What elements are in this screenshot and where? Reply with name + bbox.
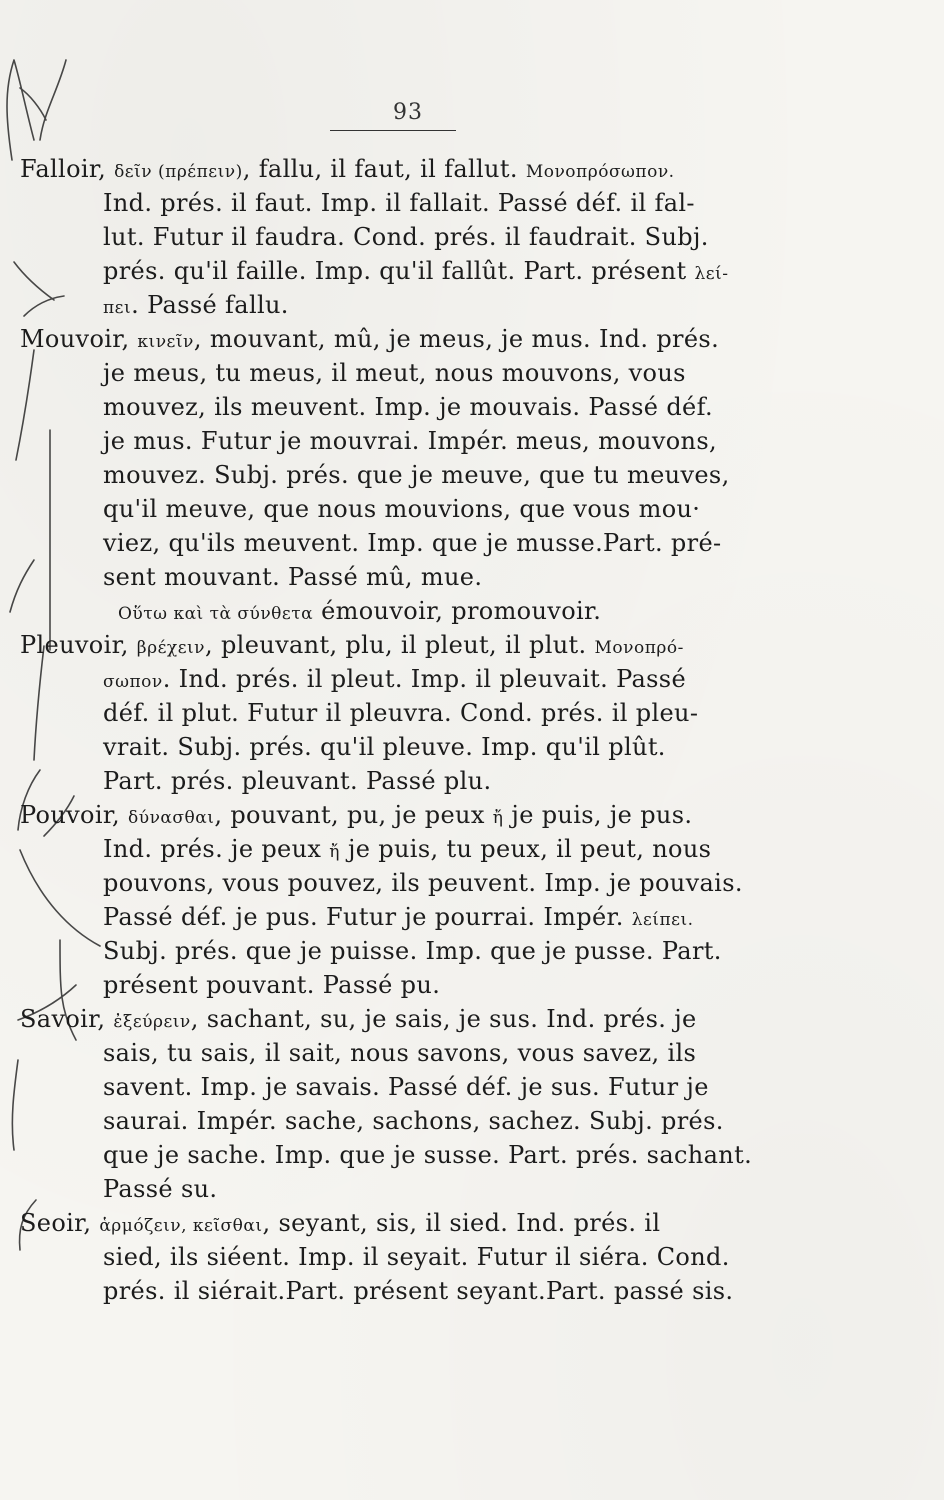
header-rule bbox=[330, 130, 456, 131]
greek-text: Οὕτω καὶ τὰ σύνθετα bbox=[118, 604, 314, 624]
text-line bbox=[0, 866, 944, 900]
french-text: qu'il meuve, que nous mouvions, que vous mou· bbox=[103, 495, 701, 523]
text-line bbox=[0, 696, 944, 730]
text-line bbox=[0, 356, 944, 390]
french-text: viez, qu'ils meuvent. Imp. que je musse.Part. pré- bbox=[103, 529, 722, 557]
french-text: Seoir, bbox=[20, 1209, 100, 1237]
french-text: , pleuvant, plu, il pleut, il plut. bbox=[205, 631, 595, 659]
text-line bbox=[0, 968, 944, 1002]
french-text: . Passé fallu. bbox=[131, 291, 289, 319]
french-text: mouvez. Subj. prés. que je meuve, que tu meuves, bbox=[103, 461, 730, 489]
text-line bbox=[0, 764, 944, 798]
greek-text: δύνασθαι bbox=[128, 808, 215, 828]
greek-text: λεί- bbox=[694, 264, 729, 284]
french-text: Part. prés. pleuvant. Passé plu. bbox=[103, 767, 492, 795]
dictionary-text bbox=[0, 152, 944, 1308]
french-text: Subj. prés. que je puisse. Imp. que je pusse. Part. bbox=[103, 937, 722, 965]
french-text: , fallu, il faut, il fallut. bbox=[242, 155, 526, 183]
french-text: sied, ils siéent. Imp. il seyait. Futur il siéra. Cond. bbox=[103, 1243, 730, 1271]
text-line bbox=[0, 1138, 944, 1172]
verb-entry bbox=[0, 152, 944, 322]
french-text: je puis, tu peux, il peut, nous bbox=[339, 835, 712, 863]
text-line bbox=[0, 628, 944, 662]
french-text: . Ind. prés. il pleut. Imp. il pleuvait. Passé bbox=[162, 665, 687, 693]
text-line bbox=[0, 900, 944, 934]
french-text: Passé déf. je pus. Futur je pourrai. Impér. bbox=[103, 903, 632, 931]
greek-text: ἤ bbox=[492, 808, 504, 828]
text-line bbox=[0, 1002, 944, 1036]
text-line bbox=[0, 594, 944, 628]
french-text: sais, tu sais, il sait, nous savons, vous savez, ils bbox=[103, 1039, 697, 1067]
text-line bbox=[0, 254, 944, 288]
greek-text: Μονοπρό- bbox=[594, 638, 684, 658]
greek-text: Μονοπρόσωπον. bbox=[525, 162, 675, 182]
french-text: , mouvant, mû, je meus, je mus. Ind. prés. bbox=[193, 325, 720, 353]
french-text: sent mouvant. Passé mû, mue. bbox=[103, 563, 483, 591]
text-line bbox=[0, 186, 944, 220]
greek-text: δεῖν (πρέπειν) bbox=[114, 162, 243, 182]
text-line bbox=[0, 1274, 944, 1308]
french-text: savent. Imp. je savais. Passé déf. je sus. Futur je bbox=[103, 1073, 709, 1101]
french-text: saurai. Impér. sache, sachons, sachez. Subj. prés. bbox=[103, 1107, 724, 1135]
french-text: Ind. prés. il faut. Imp. il fallait. Passé déf. il fal- bbox=[103, 189, 695, 217]
french-text: je meus, tu meus, il meut, nous mouvons, vous bbox=[103, 359, 686, 387]
text-line bbox=[0, 1240, 944, 1274]
french-text: Ind. prés. je peux bbox=[103, 835, 330, 863]
text-line bbox=[0, 798, 944, 832]
french-text: déf. il plut. Futur il pleuvra. Cond. prés. il pleu- bbox=[103, 699, 699, 727]
french-text: lut. Futur il faudra. Cond. prés. il faudrait. Subj. bbox=[103, 223, 709, 251]
french-text: Pleuvoir, bbox=[20, 631, 137, 659]
french-text: , pouvant, pu, je peux bbox=[214, 801, 493, 829]
verb-entry bbox=[0, 628, 944, 798]
text-line bbox=[0, 288, 944, 322]
text-line bbox=[0, 730, 944, 764]
text-line bbox=[0, 526, 944, 560]
french-text: Mouvoir, bbox=[20, 325, 138, 353]
french-text: je puis, je pus. bbox=[503, 801, 693, 829]
greek-text: ἤ bbox=[329, 842, 340, 862]
text-line bbox=[0, 322, 944, 356]
text-line bbox=[0, 492, 944, 526]
page-number: 93 bbox=[393, 100, 423, 125]
text-line bbox=[0, 1036, 944, 1070]
text-line bbox=[0, 560, 944, 594]
greek-text: σωπον bbox=[103, 672, 163, 692]
text-line bbox=[0, 424, 944, 458]
verb-entry bbox=[0, 322, 944, 628]
text-line bbox=[0, 662, 944, 696]
text-line bbox=[0, 458, 944, 492]
french-text: que je sache. Imp. que je susse. Part. prés. sachant. bbox=[103, 1141, 753, 1169]
french-text: présent pouvant. Passé pu. bbox=[103, 971, 441, 999]
greek-text: ἐξεύρειν bbox=[113, 1012, 191, 1032]
text-line bbox=[0, 390, 944, 424]
text-line bbox=[0, 1172, 944, 1206]
french-text: pouvons, vous pouvez, ils peuvent. Imp. je pouvais. bbox=[103, 869, 743, 897]
french-text: Falloir, bbox=[20, 155, 115, 183]
french-text: prés. qu'il faille. Imp. qu'il fallût. Part. présent bbox=[103, 257, 695, 285]
text-line bbox=[0, 1070, 944, 1104]
text-line bbox=[0, 1206, 944, 1240]
french-text: je mus. Futur je mouvrai. Impér. meus, mouvons, bbox=[103, 427, 718, 455]
greek-text: λείπει. bbox=[631, 910, 694, 930]
text-line bbox=[0, 220, 944, 254]
greek-text: βρέχειν bbox=[136, 638, 206, 658]
french-text: vrait. Subj. prés. qu'il pleuve. Imp. qu'il plût. bbox=[103, 733, 666, 761]
greek-text: κινεῖν bbox=[137, 332, 194, 352]
verb-entry bbox=[0, 798, 944, 1002]
greek-text: πει bbox=[103, 298, 132, 318]
french-text: Passé su. bbox=[103, 1175, 218, 1203]
text-line bbox=[0, 832, 944, 866]
french-text: , sachant, su, je sais, je sus. Ind. prés. je bbox=[190, 1005, 697, 1033]
text-line bbox=[0, 1104, 944, 1138]
verb-entry bbox=[0, 1206, 944, 1308]
french-text: Pouvoir, bbox=[20, 801, 129, 829]
french-text: émouvoir, promouvoir. bbox=[313, 597, 602, 625]
french-text: , seyant, sis, il sied. Ind. prés. il bbox=[262, 1209, 661, 1237]
french-text: Savoir, bbox=[20, 1005, 114, 1033]
french-text: prés. il siérait.Part. présent seyant.Part. passé sis. bbox=[103, 1277, 734, 1305]
text-line bbox=[0, 934, 944, 968]
verb-entry bbox=[0, 1002, 944, 1206]
french-text: mouvez, ils meuvent. Imp. je mouvais. Passé déf. bbox=[103, 393, 713, 421]
text-line bbox=[0, 152, 944, 186]
greek-text: ἁρμόζειν, κεῖσθαι bbox=[99, 1216, 263, 1236]
